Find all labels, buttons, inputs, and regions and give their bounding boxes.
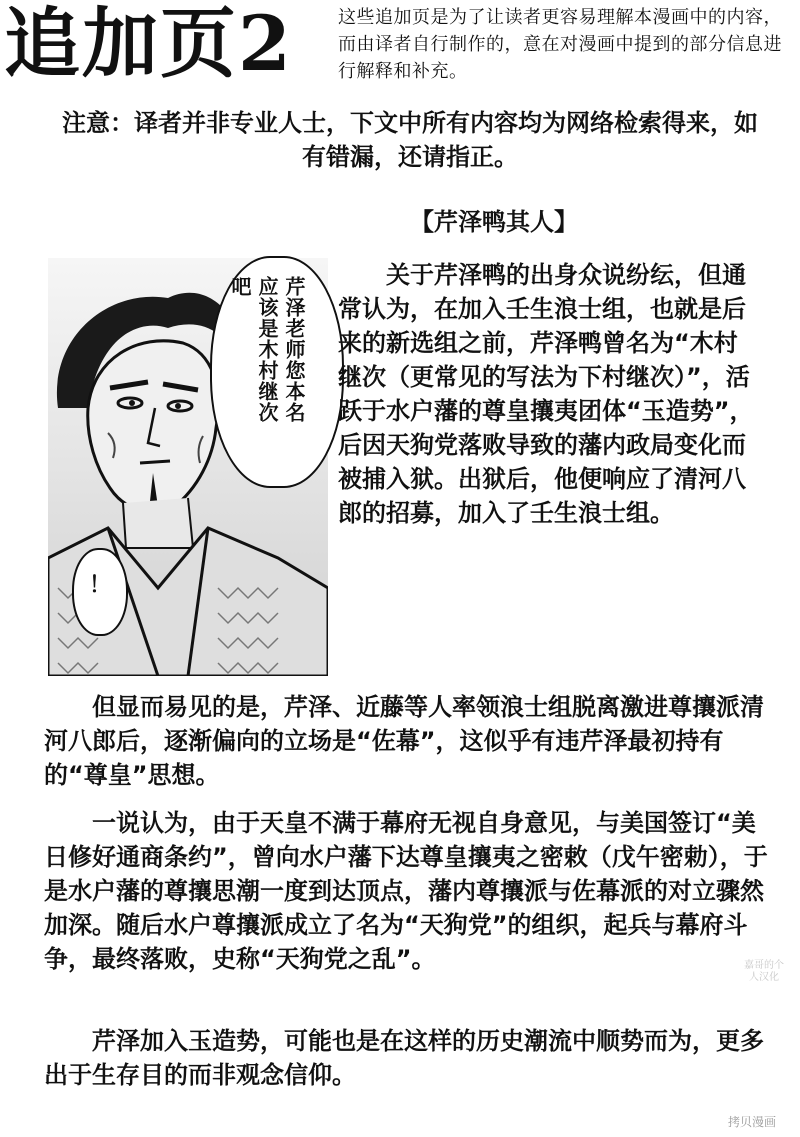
section-title: 【芹泽鸭其人】 [410, 208, 578, 236]
body-paragraph-3: 芹泽加入玉造势，可能也是在这样的历史潮流中顺势而为，更多出于生存目的而非观念信仰。 [44, 1027, 764, 1089]
speech-bubble-text: 芹泽老师您本名应该是木村继次吧 [228, 276, 306, 423]
page-title: 追加页2 [4, 0, 293, 88]
section-paragraph: 关于芹泽鸭的出身众说纷纭，但通常认为，在加入壬生浪士组，也就是后来的新选组之前，芹泽鸭曾名为“木村继次（更常见的写法为下村继次）”，活跃于水户藩的尊皇攘夷团体“玉造势”，后因天狗党落败导致的藩内政局变化而被捕入狱。出狱后，他便响应了清河八郎的招募，加入了壬生浪士组。 [338, 261, 754, 527]
body-paragraph-1: 但显而易见的是，芹泽、近藤等人率领浪士组脱离激进尊攘派清河八郎后，逐渐偏向的立场是“佐幕”，这似乎有违芹泽最初持有的“尊皇”思想。 [44, 693, 764, 789]
side-watermark: 嘉哥的个人汉化 [744, 960, 784, 983]
intro-text: 这些追加页是为了让读者更容易理解本漫画中的内容，而由译者自行制作的，意在对漫画中提到的部分信息进行解释和补充。 [338, 7, 782, 82]
translator-note: 注意：译者并非专业人士，下文中所有内容均为网络检索得来，如有错漏，还请指正。 [62, 109, 758, 171]
exclamation-bubble-text: ！ [88, 573, 111, 598]
corner-watermark: 拷贝漫画 [728, 1115, 777, 1129]
body-paragraph-2: 一说认为，由于天皇不满于幕府无视自身意见，与美国签订“美日修好通商条约”，曾向水户藩下达尊皇攘夷之密敕（戊午密勅），于是水户藩的尊攘思潮一度到达顶点，藩内尊攘派与佐幕派的对立骤然加深。随后水户尊攘派成立了名为“天狗党”的组织，起兵与幕府斗争，最终落败，史称“天狗党之乱”。 [44, 809, 768, 973]
